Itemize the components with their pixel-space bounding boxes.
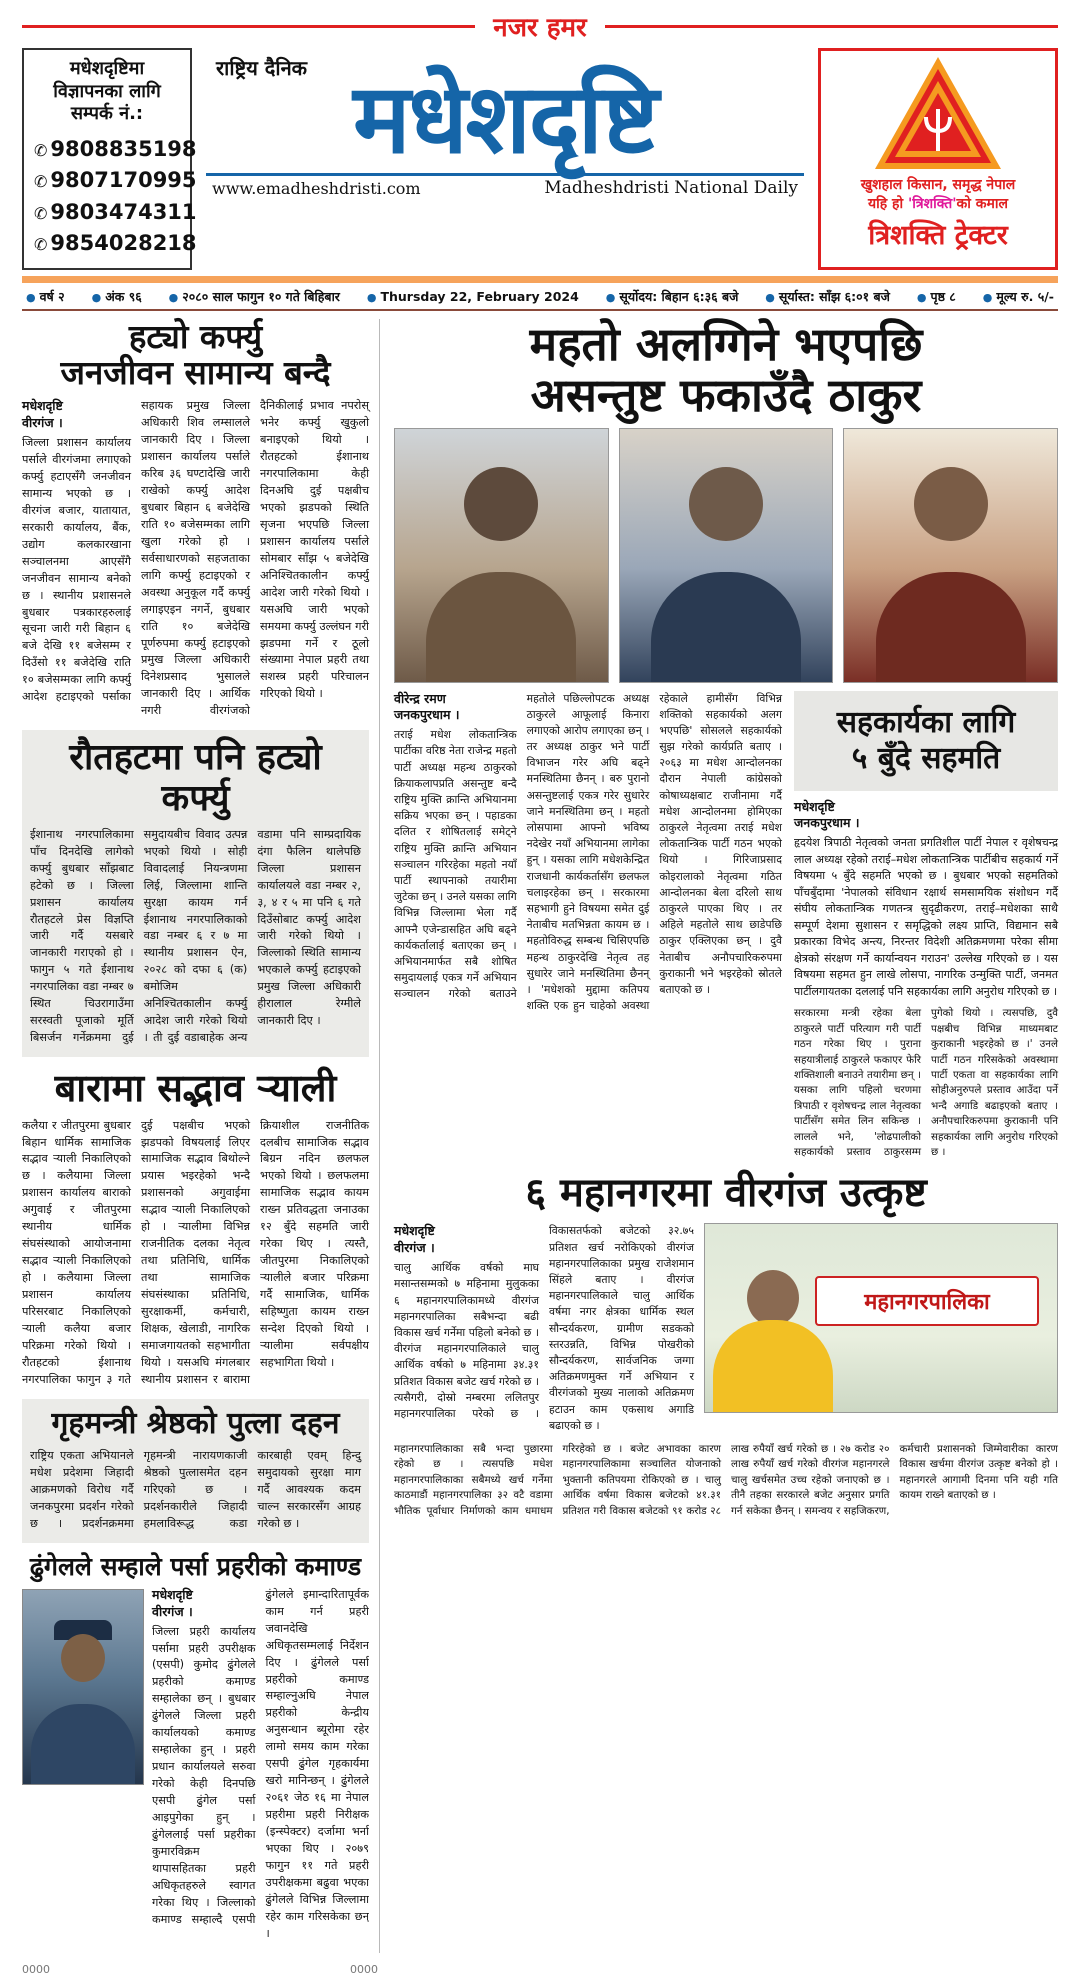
- dateline-item: [92, 288, 142, 305]
- article-headline: बारामा सद्भाव ऱ्याली: [54, 1066, 337, 1111]
- masthead-header: [22, 48, 1058, 270]
- left-column: [22, 316, 380, 1953]
- dateline-item: [983, 288, 1054, 305]
- phone-number-text: 9807170995: [50, 168, 197, 192]
- trident-triangle-icon: [873, 55, 1003, 173]
- byline: [152, 1587, 256, 1621]
- byline: [394, 1223, 539, 1257]
- mayor-yellow-kurta-shape: [713, 1320, 833, 1413]
- article-headline: ढुंगेलले सम्हाले पर्सा प्रहरीको कमाण्ड: [29, 1551, 362, 1581]
- dateline-text: Thursday 22, February 2024: [380, 288, 579, 304]
- bullet-icon: ●: [168, 290, 179, 304]
- leader-portrait-3: [843, 428, 1058, 683]
- byline-place: वीरगंज ।: [152, 1603, 193, 1619]
- byline-author: वीरेन्द्र रमण: [394, 690, 446, 706]
- article-birgunj-best: [394, 1171, 1058, 1519]
- byline-place: जनकपुरधाम ।: [794, 815, 860, 831]
- phone-icon: ✆: [34, 140, 48, 160]
- article-text: जिल्ला प्रशासन कार्यालय पर्साले वीरगंजमा लगाएको कर्फ्यु हटाएसँगै जनजीवन सामान्य भएको छ । वीरगंज बजार, यातायात, सरकारी कार्यालय, बैंक, उद्योग कलकारखाना सञ्चालनमा आएसँगै जनजीवन सामान्य बनेको छ । स्थानीय प्रशासनले बुधबार पत्रकारहरुलाई सूचना जारी गरी बिहान ६ बजे देखि ११ बजेसम्म र दिउँसो ११ बजेदेखि राति १० बजेसम्मका लागि कर्फ्यु आदेश हटाइएको पर्साका सहायक प्रमुख जिल्ला अधिकारी शिव लम्सालले जानकारी दिए । जिल्ला प्रशासन कार्यालय पर्साले करिब ३६ घण्टादेखि जारी राखेको कर्फ्यु आदेश बुधबार बिहान ६ बजेदेखि राति १० बजेसम्मका लागि खुला गरेको हो । सर्वसाधारणको सहजताका लागि कर्फ्यु हटाइएको र अवस्था अनुकूल गर्दै कर्फ्यु लगाइएइन नगर्ने, बुधबार राति १० बजेदेखि पूर्णरुपमा कर्फ्यु हटाइएको प्रमुख जिल्ला अधिकारी दिनेशप्रसाद भुसालले जानकारी दिए । आर्थिक नगरी वीरगंजको दैनिकीलाई प्रभाव नपरोस् भनेर कर्फ्यु खुकुलो बनाइएको थियो । रौतहटको ईशानाथ नगरपालिकामा केही दिनअघि दुई पक्षबीच भएको झडपको स्थिति सृजना भएपछि जिल्ला प्रशासन कार्यालय पर्साले सोमबार साँझ ५ बजेदेखि अनिश्चितकालीन कर्फ्यु आदेश जारी गरेको थियो । यसअघि जारी भएको समयमा कर्फ्यु उल्लंघन गरी झडपमा गर्ने र ठूलो संख्यामा नेपाल प्रहरी तथा सशस्त्र प्रहरी परिचालन गरिएको थियो ।: [22, 399, 369, 718]
- portrait-body-shape: [426, 572, 576, 683]
- newspaper-title: मधेशदृष्टि: [353, 63, 657, 175]
- article-headline: [22, 316, 369, 393]
- daily-label: राष्ट्रिय दैनिक: [216, 56, 308, 80]
- ad-slogan-line1: खुशहाल किसान, समृद्ध नेपाल: [860, 177, 1016, 193]
- portrait-body-shape: [651, 572, 801, 683]
- orange-divider-bar: [22, 276, 1058, 283]
- main-article-content: [394, 691, 1058, 1161]
- article-headline: ६ महानगरमा वीरगंज उत्कृष्ट: [525, 1169, 927, 1216]
- ad-brand-name: त्रिशक्ति ट्रेक्टर: [868, 220, 1008, 251]
- phone-icon: ✆: [34, 235, 48, 254]
- bullet-icon: ●: [916, 290, 927, 304]
- phone-number: [34, 165, 197, 197]
- article-text-columns: [152, 1587, 369, 1943]
- bullet-icon: ●: [26, 290, 36, 304]
- ad-line2-post: को कमाल: [956, 196, 1009, 212]
- headline-line1: महतो अलग्गिने भएपछि: [529, 316, 923, 371]
- red-rule-left: [22, 25, 475, 28]
- article-rautahat-curfew: [22, 730, 369, 1057]
- phone-icon: ✆: [34, 172, 48, 191]
- main-headline: [394, 316, 1058, 423]
- leader-portrait-2: [619, 428, 834, 683]
- article-body: [22, 398, 369, 720]
- bullet-icon: ●: [366, 290, 377, 304]
- article-body: [22, 1587, 369, 1943]
- footer-mark-center: 0000: [350, 1962, 378, 1976]
- contact-line-1: मधेशदृष्टिमा: [69, 58, 145, 79]
- bullet-icon: ●: [765, 290, 775, 304]
- byline-source: मधेशदृष्टि: [794, 798, 835, 814]
- headline-line2: ५ बुँदे सहमति: [851, 740, 1001, 776]
- portrait-body-shape: [876, 572, 1026, 683]
- byline: [794, 799, 1058, 833]
- byline-place: वीरगंज ।: [22, 415, 63, 431]
- byline-source: मधेशदृष्टि: [394, 1223, 435, 1239]
- leader-photos-row: [394, 428, 1058, 683]
- birgunj-bottom-text: महानगरपालिकाका सबै भन्दा पुछारमा रहेको छ । त्यसपछि मधेश महानगरपालिकाका सबैमध्ये खर्च गर्नेमा काठमाडौं महानगरपालिका ३२ वटै वडामा भौतिक पूर्वाधार निर्माणको काम धमाधम गरिरहेको छ । बजेट अभावका कारण महानगरपालिकामा सञ्चालित योजनाको भुक्तानी कतिपयमा रोकिएको छ । चालु आर्थिक वर्षमा विकास बजेटको ४१.३१ प्रतिशत गरी विकास बजेटको ९१ करोड २८ लाख रुपैयाँ खर्च गरेको छ । २७ करोड २० लाख रुपैयाँ खर्च गरेको वीरगंज महानगरले चालु खर्चसमेत उच्च रहेको जनाएको छ । तीनै तहका सरकारले बजेट अनुसार प्रगति गर्न सकेका छैनन् । समन्वय र सहजिकरण, कर्मचारी प्रशासनको जिम्मेवारीका कारण विकास खर्चमा वीरगंज उत्कृष्ट बनेको हो । महानगरले आगामी दिनमा पनि यही गति कायम राख्ने बताएको छ ।: [394, 1442, 1058, 1517]
- byline: [22, 398, 131, 432]
- article-text: तराई मधेश लोकतान्त्रिक पार्टीका वरिष्ठ नेता राजेन्द्र महतो पार्टी अध्यक्ष महन्थ ठाकुरको क्रियाकलापप्रति असन्तुष्ट बन्दै राष्ट्रिय मुक्ति क्रान्ति अभियानमा सक्रिय भएका छन् । पहाडका दलित र शोषितलाई समेट्ने राष्ट्रिय मुक्ति क्रान्ति अभियान सञ्चालन गरिरहेका महतो नयाँ पार्टी स्थापनाको तयारीमा जुटेका छन् । उनले यसका लागि विभिन्न जिल्लामा भेला गर्दै आफ्नै एजेन्डासहित अघि बढ्ने कार्यकर्तालाई बताएका छन् । अभियानमार्फत सबै शोषित समुदायलाई एकत्र गर्ने अभियान सञ्चालन गरेको बताउने महतोले पछिल्लोपटक अध्यक्ष ठाकुरले आफूलाई किनारा लगाएको आरोप लगाएका छन् । तर अध्यक्ष ठाकुर भने पार्टी विभाजन गरेर अघि बढ्ने मनस्थितिमा छैनन् । बरु पुरानो असन्तुष्टलाई एकत्र गरेर सुधारेर जाने मनस्थितिमा छन् । महतो लोसपामा आफ्नो भविष्य नदेखेर नयाँ अभियानमा लागेका हुन् । यसका लागि मधेशकेन्द्रित राजधानी कार्यकर्तासँग छलफल चलाइरहेका छन् । सरकारमा सहभागी हुने विषयमा समेत दुई नेताबीच मतभिन्नता कायम छ । महतोविरुद्ध सम्बन्ध चिसिएपछि महन्थ ठाकुरदेखि नेतृत्व तह सुधारेर जाने मनस्थितिमा छैनन् । 'मधेशको मुद्दामा कतिपय शक्ति एक हुन चाहेको अवस्था रहेकाले हामीसँग विभिन्न शक्तिको सहकार्यको अलग भएपछि' सोसलले सहकार्यको सुझ गरेको कार्यप्रति बताए । २०६३ मा मधेश आन्दोलनका दौरान नेपाली कांग्रेसको कोषाध्यक्षबाट राजीनामा गर्दै मधेश आन्दोलनमा होमिएका ठाकुरले नेतृत्वमा तराई मधेश लोकतान्त्रिक पार्टी गठन भएको थियो । गिरिजाप्रसाद कोइरालाको नेतृत्वमा गठित आन्दोलनका बेला दरिलो साथ ठाकुरले पाएका थिए । तर अहिले महतोले साथ छाडेपछि ठाकुर एक्लिएका छन् । दुवै नेताबीच अनौपचारिकरुपमा कुराकानी भने भइरहेको स्रोतले बताएको छ ।: [394, 691, 782, 1013]
- article-text: ईशानाथ नगरपालिकामा पाँच दिनदेखि लागेको कर्फ्यु बुधबार साँझबाट हटेको छ । जिल्ला प्रशासन कार्यालय रौतहटले प्रेस विज्ञप्ति जारी गर्दै यसबारे जानकारी गराएको हो । फागुन ५ गते ईशानाथ नगरपालिका वडा नम्बर ७ स्थित चिउरागाउँमा सरस्वती पूजाको मूर्ति बिसर्जन गर्नेक्रममा दुई समुदायबीच विवाद उत्पन्न भएको थियो । सोही विवादलाई नियन्त्रणमा लिई, जिल्लामा शान्ति सुरक्षा कायम गर्न ईशानाथ नगरपालिकाको वडा नम्बर ६ र ७ मा स्थानीय प्रशासन ऐन, २०२८ को दफा ६ (क) बमोजिम अनिश्चितकालीन कर्फ्यु आदेश जारी गरेको थियो । ती दुई वडाबाहेक अन्य वडामा पनि साम्प्रदायिक दंगा फैलिन थालेपछि जिल्ला प्रशासन कार्यालयले वडा नम्बर २, ३, ४ र ५ मा पनि ६ गते दिउँसोबाट कर्फ्यु आदेश जारी गरेको थियो । जिल्लाको स्थिति सामान्य भएकाले कर्फ्यु हटाइएको प्रमुख जिल्ला अधिकारी हीरालाल रेग्मीले जानकारी दिए ।: [30, 827, 361, 1045]
- contact-line-2: विज्ञापनका लागि: [53, 80, 161, 102]
- officer-uniform-shape: [31, 1704, 135, 1785]
- officer-head-shape: [61, 1634, 105, 1682]
- article-headline: रौतहटमा पनि हट्यो कर्फ्यु: [69, 737, 322, 819]
- advert-contact-box: [22, 48, 197, 270]
- article-headline: गृहमन्त्री श्रेष्ठको पुत्ला दहन: [51, 1405, 340, 1441]
- article-dhungel-command: [22, 1553, 369, 1943]
- article-curfew-lifted: [22, 316, 369, 721]
- article-five-point-agreement: [794, 691, 1058, 1161]
- main-article-text: [394, 691, 782, 1161]
- dateline-item: [765, 288, 890, 305]
- portrait-head-shape: [464, 467, 538, 541]
- byline-place: जनकपुरधाम ।: [394, 707, 460, 723]
- contact-phone-list: [28, 134, 197, 260]
- footer-mark-left: 0000: [22, 1962, 50, 1976]
- dateline-text: वर्ष २: [39, 288, 65, 304]
- phone-number-text: 9854028218: [50, 231, 197, 255]
- article-effigy-burning: [22, 1399, 369, 1543]
- dateline-text: अंक ९६: [105, 288, 142, 304]
- byline-place: वीरगंज ।: [394, 1240, 435, 1256]
- page-body: [22, 316, 1058, 1953]
- agreement-lead-text: हृदयेश त्रिपाठी नेतृत्वको जनता प्रगतिशील पार्टी नेपाल र वृशेषचन्द्र लाल अध्यक्ष रहेको तराई–मधेश लोकतान्त्रिक पार्टीबीच सहकार्य गर्ने विषयमा ५ बुँदे सहमति भएको छ । बुधबार भएको सहमतिको पाँचबुँदामा 'नेपालको संविधान रक्षार्थ समसामयिक संशोधन गर्दै संघीय लोकतान्त्रिक गणतन्त्र सुदृढीकरण, तराई–मधेशका साथै सम्पूर्ण देशमा सुशासन र समृद्धिको लक्ष्य प्राप्ति, विद्यमान सबै प्रकारका विभेद अन्त्य, निरन्तर विदेशी अतिक्रमणमा परेका सीमा क्षेत्रको संरक्षण गर्ने कार्यान्वयन गराउन' उल्लेख गरिएको छ । यस विषयमा सहमत हुन लाखे लोसपा, नागरिक उन्मुक्ति पार्टी, जनमत पार्टीलगायतका दललाई पनि सहकार्यका लागि अनुरोध गरिएको छ ।: [794, 836, 1058, 998]
- article-body: [22, 1118, 369, 1389]
- phone-number: [34, 228, 197, 260]
- byline-source: मधेशदृष्टि: [22, 398, 63, 414]
- contact-line-3: सम्पर्क नं.:: [70, 103, 144, 124]
- portrait-head-shape: [914, 467, 988, 541]
- bullet-icon: ●: [982, 290, 993, 304]
- dateline-bar: [22, 283, 1058, 311]
- headline-line1: हट्यो कर्फ्यु: [128, 316, 263, 356]
- article-body: [30, 827, 361, 1047]
- headline-line1: सहकार्यका लागि: [836, 704, 1016, 740]
- dateline-text: २०८० साल फागुन १० गते बिहिबार: [182, 288, 340, 304]
- dateline-text: सूर्यास्त: साँझ ६:०१ बजे: [778, 288, 890, 304]
- eyebrow-text: नजर हमर: [493, 13, 587, 43]
- byline: [394, 691, 517, 725]
- portrait-head-shape: [689, 467, 763, 541]
- dateline-item: [367, 289, 579, 304]
- headline-line2: जनजीवन सामान्य बन्दै: [60, 353, 331, 393]
- dateline-text: मूल्य रु. ५/-: [996, 288, 1054, 304]
- article-body: [30, 1448, 361, 1533]
- dateline-item: [917, 288, 956, 305]
- ad-line2-pre: यहि हो: [867, 196, 908, 212]
- metropolitan-office-sign: महानगरपालिका: [815, 1276, 1039, 1326]
- birgunj-text-columns: [394, 1223, 694, 1433]
- trishakti-ad-box: [818, 48, 1058, 270]
- article-text: चालु आर्थिक वर्षको माघ मसान्तसम्मको ७ महिनामा मुलुकका ६ महानगरपालिकामध्ये वीरगंज महानगरपालिका सबैभन्दा बढी विकास खर्च गर्नेमा पहिलो बनेको छ । वीरगंज महानगरपालिकाले चालु आर्थिक वर्षको ७ महिनामा ३४.३१ प्रतिशत विकास बजेट खर्च गरेको छ । त्यसैगरी, दोस्रो नम्बरमा ललितपुर महानगरपालिका परेको छ । विकासतर्फको बजेटको ३२.७५ प्रतिशत खर्च नरोकिएको वीरगंज महानगरपालिकाका प्रमुख राजेशमान सिंहले बताए । वीरगंज महानगरपालिकाले चालु आर्थिक वर्षमा नगर क्षेत्रका धार्मिक स्थल सौन्दर्यकरण, ग्रामीण सडकको स्तरउन्नति, विभिन्न पोखरीको सौन्दर्यकरण, सार्वजनिक जग्गा अतिक्रमणमुक्त गर्ने अभियान र वीरगंजको मुख्य नालाको अतिक्रमण हटाउन काम एकसाथ अगाडि बढाएको छ ।: [394, 1224, 694, 1432]
- article-headline: [794, 691, 1058, 791]
- mayor-head-shape: [747, 1270, 799, 1326]
- phone-number: [34, 197, 197, 229]
- dateline-item: [26, 288, 65, 305]
- website-text: www.emadheshdristi.com: [212, 179, 421, 198]
- bullet-icon: ●: [91, 290, 102, 304]
- phone-number: [34, 134, 197, 166]
- mayor-figure: [713, 1270, 833, 1413]
- leader-portrait-1: [394, 428, 609, 683]
- article-text: कलैया र जीतपुरमा बुधबार बिहान धार्मिक सामाजिक सद्भाव ऱ्याली निकालिएको छ । कलैयामा जिल्ला प्रशासन कार्यालय बाराको अगुवाई र जीतपुरमा स्थानीय धार्मिक संघसंस्थाको आयोजनामा सद्भाव ऱ्याली निकालिएको हो । कलैयामा जिल्ला प्रशासन कार्यालय परिसरबाट निकालिएको ऱ्याली कलैया बजार परिक्रमा गरेको थियो । रौतहटको ईशानाथ नगरपालिका फागुन ३ गते दुई पक्षबीच भएको झडपको विषयलाई लिएर सामाजिक सद्भाव बिथोल्ने प्रयास भइरहेको भन्दै प्रशासनको अगुवाईमा सद्भाव ऱ्याली निकालिएको हो । ऱ्यालीमा विभिन्न राजनीतिक दलका नेतृत्व तथा प्रतिनिधि, धार्मिक तथा सामाजिक संघसंस्थाका प्रतिनिधि, सुरक्षाकर्मी, कर्मचारी, शिक्षक, खेलाडी, नागरिक समाजगायतको सहभागीता थियो । यसअघि मंगलबार स्थानीय प्रशासन र बारामा क्रियाशील राजनीतिक दलबीच सामाजिक सद्भाव बिग्रन नदिन छलफल भएको थियो । छलफलमा सामाजिक सद्भाव कायम राख्न प्रतिवद्धता जनाउका १२ बुँदे सहमति जारी गरेका थिए । त्यस्तै, जीतपुरमा निकालिएको ऱ्यालीले बजार परिक्रमा गर्दै सामाजिक, धार्मिक सहिष्णुता कायम राख्न सन्देश दिएको थियो । ऱ्यालीमा सर्वपक्षीय सहभागिता थियो ।: [22, 1118, 369, 1386]
- trishakti-logo: [823, 55, 1053, 173]
- ad-slogan-line2: [823, 194, 1053, 213]
- red-rule-right: [605, 25, 1058, 28]
- ad-line2-brand: 'त्रिशक्ति': [907, 196, 957, 212]
- bullet-icon: ●: [605, 290, 616, 304]
- phone-icon: ✆: [34, 203, 48, 223]
- article-text: जिल्ला प्रहरी कार्यालय पर्सामा प्रहरी उपरीक्षक (एसपी) कुमोद ढुंगेलले प्रहरीको कमाण्ड सम्हालेका छन् । बुधबार ढुंगेलले जिल्ला प्रहरी कार्यालयको कमाण्ड सम्हालेका हुन् । प्रहरी प्रधान कार्यालयले सरुवा गरेको केही दिनपछि एसपी ढुंगेल पर्सा आइपुगेका हुन् । ढुंगेललाई पर्सा प्रहरीका कुमारविक्रम थापासहितका प्रहरी अधिकृतहरुले स्वागत गरेका थिए । जिल्लाको कमाण्ड सम्हाल्दै एसपी ढुंगेलले इमान्दारितापूर्वक काम गर्न प्रहरी जवानदेखि अधिकृतसम्मलाई निर्देशन दिए । ढुंगेलले पर्सा प्रहरीको कमाण्ड सम्हाल्नुअघि नेपाल प्रहरीको केन्द्रीय अनुसन्धान ब्यूरोमा रहेर लामो समय काम गरेका एसपी ढुंगेल गृहकार्यमा खरो मानिन्छन् । ढुंगेलले २०६१ जेठ १६ मा नेपाल प्रहरीमा प्रहरी निरीक्षक (इन्स्पेक्टर) दर्जामा भर्ना भएका थिए । २०७९ फागुन ११ गते प्रहरी उपरीक्षकमा बढुवा भएका ढुंगेलले विभिन्न जिल्लामा रहेर काम गरिसकेका छन् ।: [152, 1587, 369, 1940]
- article-text: राष्ट्रिय एकता अभियानले मधेश प्रदेशमा जिहादी आक्रमणको विरोध गर्दै जनकपुरमा प्रदर्शन गरेको छ । प्रदर्शनक्रममा गृहमन्त्री नारायणकाजी श्रेष्ठको पुत्लासमेत दहन गरिएको छ । प्रदर्शनकारीले जिहादी हमलाविरूद्ध कडा कारबाही एवम् हिन्दु समुदायको सुरक्षा माग गर्दै आवश्यक कदम चाल्न सरकारसँग आग्रह गरेको छ ।: [30, 1449, 361, 1530]
- birgunj-content: [394, 1223, 1058, 1433]
- masthead-center: [202, 48, 808, 270]
- article-mahato-thakur: [394, 316, 1058, 1161]
- top-rule: [22, 8, 1058, 44]
- dateline-item: [606, 288, 739, 305]
- dateline-text: पृष्ठ ८: [930, 288, 956, 304]
- dateline-text: सूर्योदय: बिहान ६:३६ बजे: [619, 288, 739, 304]
- headline-line2: असन्तुष्ट फकाउँदै ठाकुर: [530, 368, 922, 423]
- right-column: [392, 316, 1058, 1953]
- article-bara-rally: [22, 1067, 369, 1389]
- agreement-continued-text: सरकारमा मन्त्री रहेका बेला ठाकुरले पार्टी परित्याग गरी पार्टी गठन गरेका थिए । पुराना सहयात्रीलाई ठाकुरले फकाएर फेरि शक्तिशाली बनाउने तयारीमा छन् । यसका लागि पहिलो चरणमा त्रिपाठी र वृशेषचन्द्र लाल नेतृत्वका पार्टीसँग समेत लिन सकिन्छ । लालले भने, 'लोढपालीको सहकार्यको प्रस्ताव ठाकुरसम्म पुगेको थियो । त्यसपछि, दुवै पक्षबीच विभिन्न माध्यमबाट कुराकानी भइरहेको छ ।' उनले पार्टी गठन गरिसकेको अवस्थामा पार्टी एकता वा सहकार्यका लागि सोहीअनुरुपले प्रस्ताव आउँदा पर्ने भन्दै अगाडि बढाइएको बताए । अनौपचारिकरुपमा कुराकानी पनि सहकार्यका लागि अनुरोध गरिएको छ ।: [794, 1007, 1058, 1159]
- mayor-and-building-photo: [704, 1223, 1058, 1413]
- phone-number-text: 9808835198: [50, 136, 197, 161]
- masthead-subrow: [206, 173, 804, 198]
- english-name: Madheshdristi National Daily: [544, 178, 798, 198]
- phone-number-text: 9803474311: [50, 199, 197, 224]
- dateline-item: [169, 288, 340, 305]
- page-footer: [22, 1963, 1058, 1976]
- byline-source: मधेशदृष्टि: [152, 1586, 193, 1602]
- police-officer-photo: [22, 1589, 144, 1785]
